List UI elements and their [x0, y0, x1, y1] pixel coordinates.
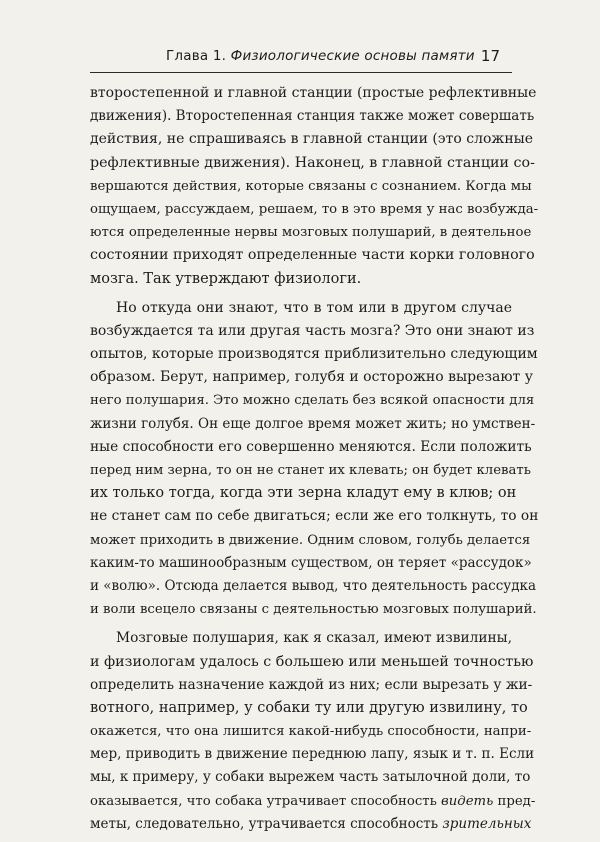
text-line: их только тогда, когда эти зерна кладут ему в клюв; он [90, 485, 517, 502]
page-body [90, 82, 539, 842]
text-line: определить назначение каждой из них; если вырезать у жи- [90, 676, 533, 693]
paragraph [90, 82, 539, 291]
text-line: Мозговые полушария, как я сказал, имеют извилины, [116, 630, 512, 647]
page-number: 17 [480, 47, 500, 65]
text-line: состоянии приходят определенные части корки головного [90, 247, 535, 264]
text-line: ные способности его совершенно меняются. Если положить [90, 438, 532, 455]
running-header [90, 36, 512, 73]
text-line: окажется, что она лишится какой-нибудь способности, напри- [90, 724, 532, 740]
text-line: не станет сам по себе двигаться; если же его толкнуть, то он [90, 508, 539, 525]
text-line: опытов, которые производятся приблизительно следующим [90, 346, 538, 363]
text-line: второстепенной и главной станции (простые рефлективные [90, 85, 537, 101]
chapter-title: Физиологические основы памяти [230, 48, 475, 64]
text-line: и «волю». Отсюда делается вывод, что деятельность рассудка [90, 577, 537, 594]
text-line: вершаются действия, которые связаны с сознанием. Когда мы [90, 178, 532, 194]
text-line: Но откуда они знают, что в том или в другом случае [116, 299, 512, 316]
text-line: жизни голубя. Он еще долгое время может жить; но умствен- [90, 415, 536, 432]
chapter-heading [166, 48, 475, 64]
text-line: мер, приводить в движение переднюю лапу, язык и т. п. Если [90, 746, 535, 763]
text-line: и физиологам удалось с большею или меньшей точностью [90, 653, 534, 670]
text-line: вотного, например, у собаки ту или другую извилину, то [90, 699, 528, 716]
text-line: действия, не спрашиваясь в главной станции (это сложные [90, 131, 534, 148]
text-line: него полушария. Это можно сделать без всякой опасности для [90, 393, 535, 409]
text-line: может приходить в движение. Одним словом, голубь делается [90, 532, 531, 548]
paragraph [90, 627, 536, 836]
chapter-number: Глава 1. [166, 48, 227, 64]
text-line: мозга. Так утверждают физиологи. [90, 270, 362, 287]
text-line: ощущаем, рассуждаем, решаем, то в это время у нас возбужда- [90, 201, 539, 217]
text-line: и воли всецело связаны с деятельностью мозговых полушарий. [90, 602, 537, 618]
text-line: образом. Берут, например, голубя и осторожно вырезают у [90, 369, 533, 386]
text-line: меты, следовательно, утрачивается способность зрительных [90, 815, 532, 832]
text-line: движения). Второстепенная станция также может совершать [90, 108, 535, 125]
text-line: рефлективные движения). Наконец, в главной станции со- [90, 154, 535, 171]
text-line: каким-то машинообразным существом, он теряет «рассудок» [90, 554, 532, 571]
text-line: мы, к примеру, у собаки вырежем часть затылочной доли, то [90, 769, 531, 786]
text-line: перед ним зерна, то он не станет их клевать; он будет клевать [90, 463, 531, 478]
text-line: ются определенные нервы мозговых полушарий, в деятельное [90, 225, 532, 241]
paragraph [90, 297, 539, 622]
text-line: возбуждается та или другая часть мозга? Это они знают из [90, 322, 535, 339]
text-line: оказывается, что собака утрачивает способность видеть пред- [90, 793, 536, 809]
